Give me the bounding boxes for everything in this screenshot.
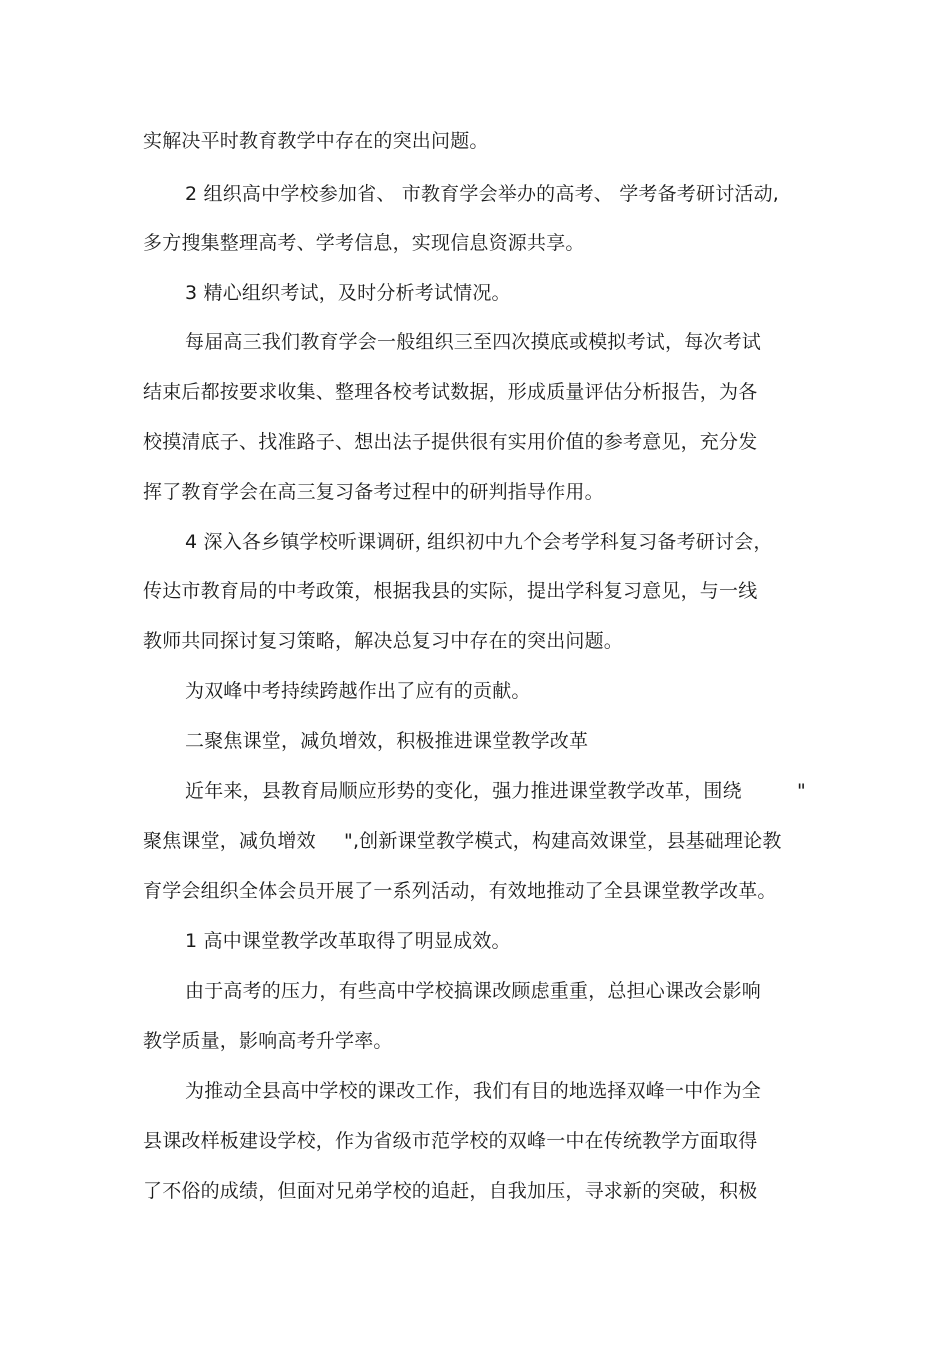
text-line: 校摸清底子、找准路子、想出法子提供很有实用价值的参考意见，充分发 [143,431,758,453]
text-line: 多方搜集整理高考、学考信息，实现信息资源共享。 [143,232,585,254]
paragraph-line: 1 高中课堂教学改革取得了明显成效。 [185,930,511,952]
text-line: 结束后都按要求收集、整理各校考试数据，形成质量评估分析报告，为各 [143,381,758,403]
text-line: 实解决平时教育教学中存在的突出问题。 [143,130,489,152]
paragraph-line: 为推动全县高中学校的课改工作，我们有目的地选择双峰一中作为全 [185,1080,762,1102]
text-line: 教学质量，影响高考升学率。 [143,1030,393,1052]
text-line: 县课改样板建设学校，作为省级市范学校的双峰一中在传统教学方面取得 [143,1130,758,1152]
text-line: ",创新课堂教学模式，构建高效课堂，县基础理论教 [344,830,782,852]
paragraph-line: 近年来，县教育局顺应形势的变化，强力推进课堂教学改革，围绕 [185,780,742,802]
paragraph-line: 由于高考的压力，有些高中学校搞课改顾虑重重，总担心课改会影响 [185,980,762,1002]
text-line: 聚焦课堂，减负增效 [143,830,316,852]
section-heading: 二聚焦课堂，减负增效，积极推进课堂教学改革 [185,730,589,752]
text-line: 教师共同探讨复习策略，解决总复习中存在的突出问题。 [143,630,624,652]
paragraph-line: 3 精心组织考试，及时分析考试情况。 [185,282,511,304]
text-line: 组织初中九个会考学科复习备考研讨会， [427,531,773,553]
paragraph-line: 4 深入各乡镇学校听课调研， [185,531,434,553]
paragraph-line: 每届高三我们教育学会一般组织三至四次摸底或模拟考试，每次考试 [185,331,762,353]
text-line: 了不俗的成绩，但面对兄弟学校的追赶，自我加压，寻求新的突破，积极 [143,1180,758,1202]
paragraph-line: 为双峰中考持续跨越作出了应有的贡献。 [185,680,531,702]
text-line: 传达市教育局的中考政策，根据我县的实际，提出学科复习意见，与一线 [143,580,758,602]
quote-mark: " [797,780,806,802]
text-line: 育学会组织全体会员开展了一系列活动，有效地推动了全县课堂教学改革。 [143,880,777,902]
paragraph-line: 2 组织高中学校参加省、 市教育学会举办的高考、 学考备考研讨活动, [185,183,780,205]
text-line: 挥了教育学会在高三复习备考过程中的研判指导作用。 [143,481,604,503]
